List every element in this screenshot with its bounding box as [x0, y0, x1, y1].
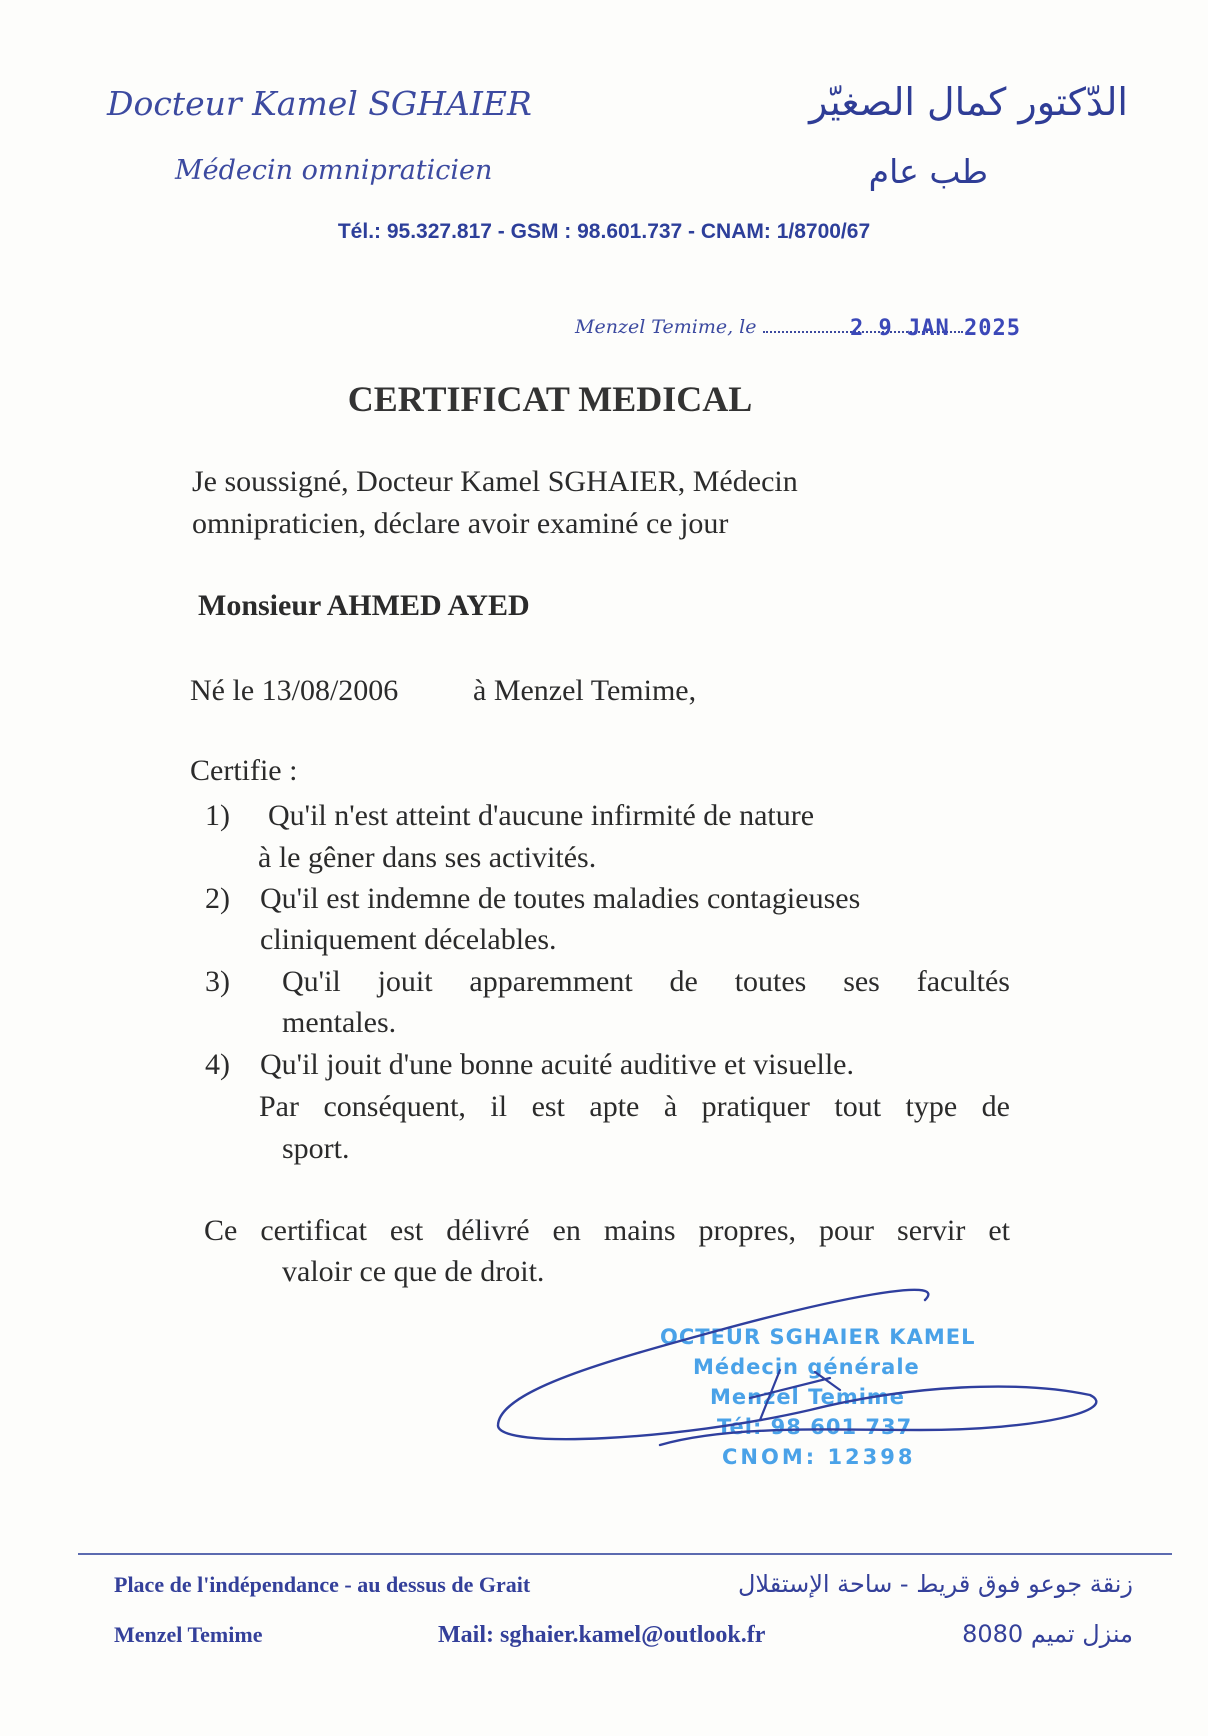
patient-name: Monsieur AHMED AYED — [198, 589, 530, 622]
item-number: 1) — [205, 799, 230, 832]
conclusion-line-1: Par conséquent, il est apte à pratiquer tout type de — [259, 1090, 1010, 1123]
doctor-name-arabic: الدّكتور كمال الصغيّر — [809, 80, 1128, 124]
item-text: cliniquement décelables. — [260, 923, 557, 956]
item-text: Qu'il est indemne de toutes maladies contagieuses — [260, 882, 861, 915]
item-number: 2) — [205, 882, 230, 915]
footer-mail: Mail: sghaier.kamel@outlook.fr — [438, 1622, 766, 1648]
certifie-label: Certifie : — [190, 754, 298, 787]
item-text: mentales. — [282, 1006, 397, 1039]
footer-divider — [78, 1553, 1172, 1555]
footer-address: Place de l'indépendance - au dessus de Grait — [114, 1572, 531, 1597]
intro-line-1: Je soussigné, Docteur Kamel SGHAIER, Médecin — [192, 465, 798, 498]
date-place-label: Menzel Temime, le — [575, 316, 757, 338]
conclusion-line-2: sport. — [282, 1132, 350, 1165]
item-number: 4) — [205, 1048, 230, 1081]
date-stamp: 2 9 JAN 2025 — [850, 316, 1021, 341]
document-title: CERTIFICAT MEDICAL — [347, 379, 753, 419]
stamp-line: Tél: 98 601 737 — [717, 1415, 913, 1439]
patient-birth-place: à Menzel Temime, — [473, 674, 697, 707]
stamp-line: CNOM: 12398 — [722, 1445, 916, 1469]
item-text: Qu'il n'est atteint d'aucune infirmité de nature — [268, 799, 815, 832]
footer-city-arabic: منزل تميم 8080 — [962, 1620, 1133, 1648]
closing-line-2: valoir ce que de droit. — [282, 1255, 545, 1288]
stamp-line: OCTEUR SGHAIER KAMEL — [660, 1325, 976, 1349]
intro-line-2: omnipraticien, déclare avoir examiné ce jour — [192, 507, 729, 540]
item-text: Qu'il jouit d'une bonne acuité auditive et visuelle. — [260, 1048, 854, 1081]
footer-address-arabic: زنقة جوعو فوق قريط - ساحة الإستقلال — [737, 1570, 1133, 1598]
closing-line-1: Ce certificat est délivré en mains propres, pour servir et — [204, 1214, 1010, 1247]
contact-line: Tél.: 95.327.817 - GSM : 98.601.737 - CNAM: 1/8700/67 — [337, 220, 871, 243]
stamp-line: Menzel Temime — [710, 1385, 906, 1409]
signature-mark — [480, 1280, 1120, 1460]
doctor-name: Docteur Kamel SGHAIER — [107, 84, 532, 123]
doctor-role-arabic: طب عام — [868, 152, 988, 191]
item-text: à le gêner dans ses activités. — [258, 841, 597, 874]
patient-birth-date: Né le 13/08/2006 — [190, 674, 399, 707]
item-number: 3) — [205, 965, 230, 998]
footer-city: Menzel Temime — [114, 1622, 263, 1647]
doctor-role: Médecin omnipraticien — [175, 155, 493, 186]
stamp-line: Médecin générale — [693, 1355, 920, 1379]
item-text: Qu'il jouit apparemment de toutes ses facultés — [282, 965, 1010, 998]
